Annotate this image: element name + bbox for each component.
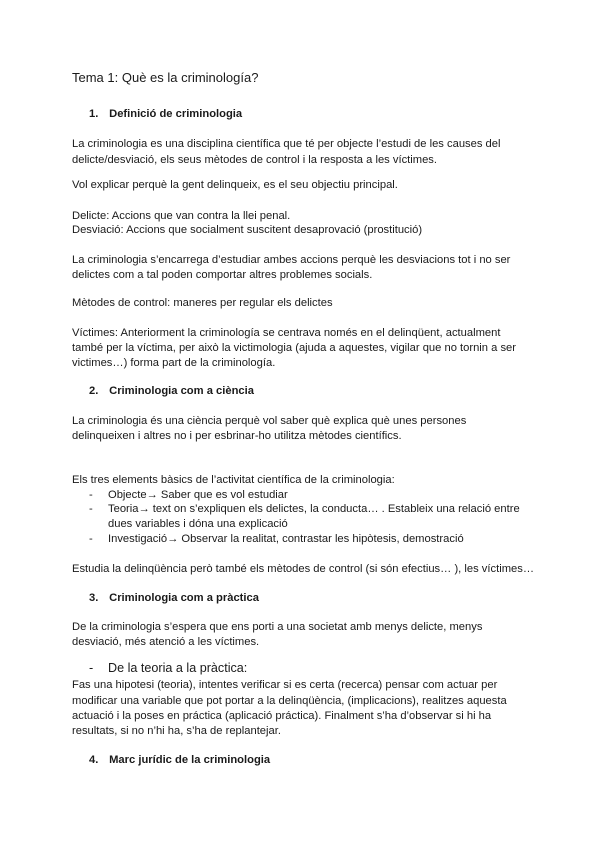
paragraph-line: Els tres elements bàsics de l’activitat científica de la criminologia: [72,474,395,486]
paragraph-line: també per la víctima, per això la victimologia (ajuda a aquestes, vigilar que no tornin a ser [72,342,516,354]
bullet-text: Objecte→ Saber que es vol estudiar [108,489,288,501]
paragraph-line: Fas una hipotesi (teoria), intentes verificar si es certa (recerca) pensar com actuar per [72,679,498,691]
paragraph-line: La criminologia és una ciència perquè vol saber què explica què unes persones [72,415,467,427]
section-2-title: Criminologia com a ciència [109,385,254,397]
section-2-heading [89,383,254,399]
paragraph-line: delictes com a tal poden comportar altres problemes socials. [72,269,373,281]
paragraph-line: desviació, més atenció a les víctimes. [72,636,260,648]
bullet-dash: - [89,503,93,515]
paragraph-line: Vol explicar perquè la gent delinqueix, es el seu objectiu principal. [72,179,398,191]
subheading-text: De la teoria a la pràctica: [108,661,248,675]
bullet-dash: - [89,533,93,545]
bullet-text: dues variables i dóna una explicació [108,518,288,530]
paragraph-line: De la criminologia s’espera que ens porti a una societat amb menys delicte, menys [72,621,483,633]
paragraph-line: Desviació: Accions que socialment suscitent desaprovació (prostitució) [72,224,423,236]
paragraph-line: Mètodes de control: maneres per regular els delictes [72,297,333,309]
section-1-number: 1. [89,108,99,120]
section-1-heading [89,106,242,122]
paragraph-line: La criminologia s’encarrega d’estudiar ambes accions perquè les desviacions tot i no ser [72,254,511,266]
bullet-text: Teoria→ text on s’expliquen els delictes, la conducta… . Estableix una relació entre [108,503,520,515]
paragraph-line: Estudia la delinqüència però també els mètodes de control (si són efectius… ), les víctimes… [72,563,535,575]
section-4-number: 4. [89,754,99,766]
bullet-text: Investigació→ Observar la realitat, contrastar les hipòtesis, demostració [108,533,464,545]
section-1-title: Definició de criminologia [109,108,243,120]
section-2-number: 2. [89,385,99,397]
document-title: Tema 1: Què es la criminología? [72,70,259,85]
paragraph-line: Delicte: Accions que van contra la llei penal. [72,210,291,222]
section-4-heading [89,752,270,768]
bullet-dash: - [89,489,93,501]
paragraph-line: resultats, si no n’hi ha, s’ha de replantejar. [72,725,281,737]
paragraph-line: actuació i la poses en práctica (aplicació práctica). Finalment s’ha d’observar si hi ha [72,710,492,722]
paragraph-line: victimes…) forma part de la criminología. [72,357,276,369]
paragraph-line: delicte/desviació, els seus mètodes de control i la resposta a les víctimes. [72,154,438,166]
paragraph-line: Víctimes: Anteriorment la criminología se centrava només en el delinqüent, actualment [72,327,501,339]
section-4-title: Marc jurídic de la criminologia [109,754,271,766]
section-3-heading [89,590,259,606]
subheading-dash: - [89,661,94,675]
paragraph-line: delinqueixen i altres no i per esbrinar-ho utilitza mètodes científics. [72,430,402,442]
section-3-title: Criminologia com a pràctica [109,592,259,604]
section-3-number: 3. [89,592,99,604]
paragraph-line: La criminologia es una disciplina científica que té per objecte l’estudi de les causes del [72,138,501,150]
paragraph-line: modificar una variable que pot portar a la delinqüència, (implicacions), realitzes aquesta [72,695,507,707]
